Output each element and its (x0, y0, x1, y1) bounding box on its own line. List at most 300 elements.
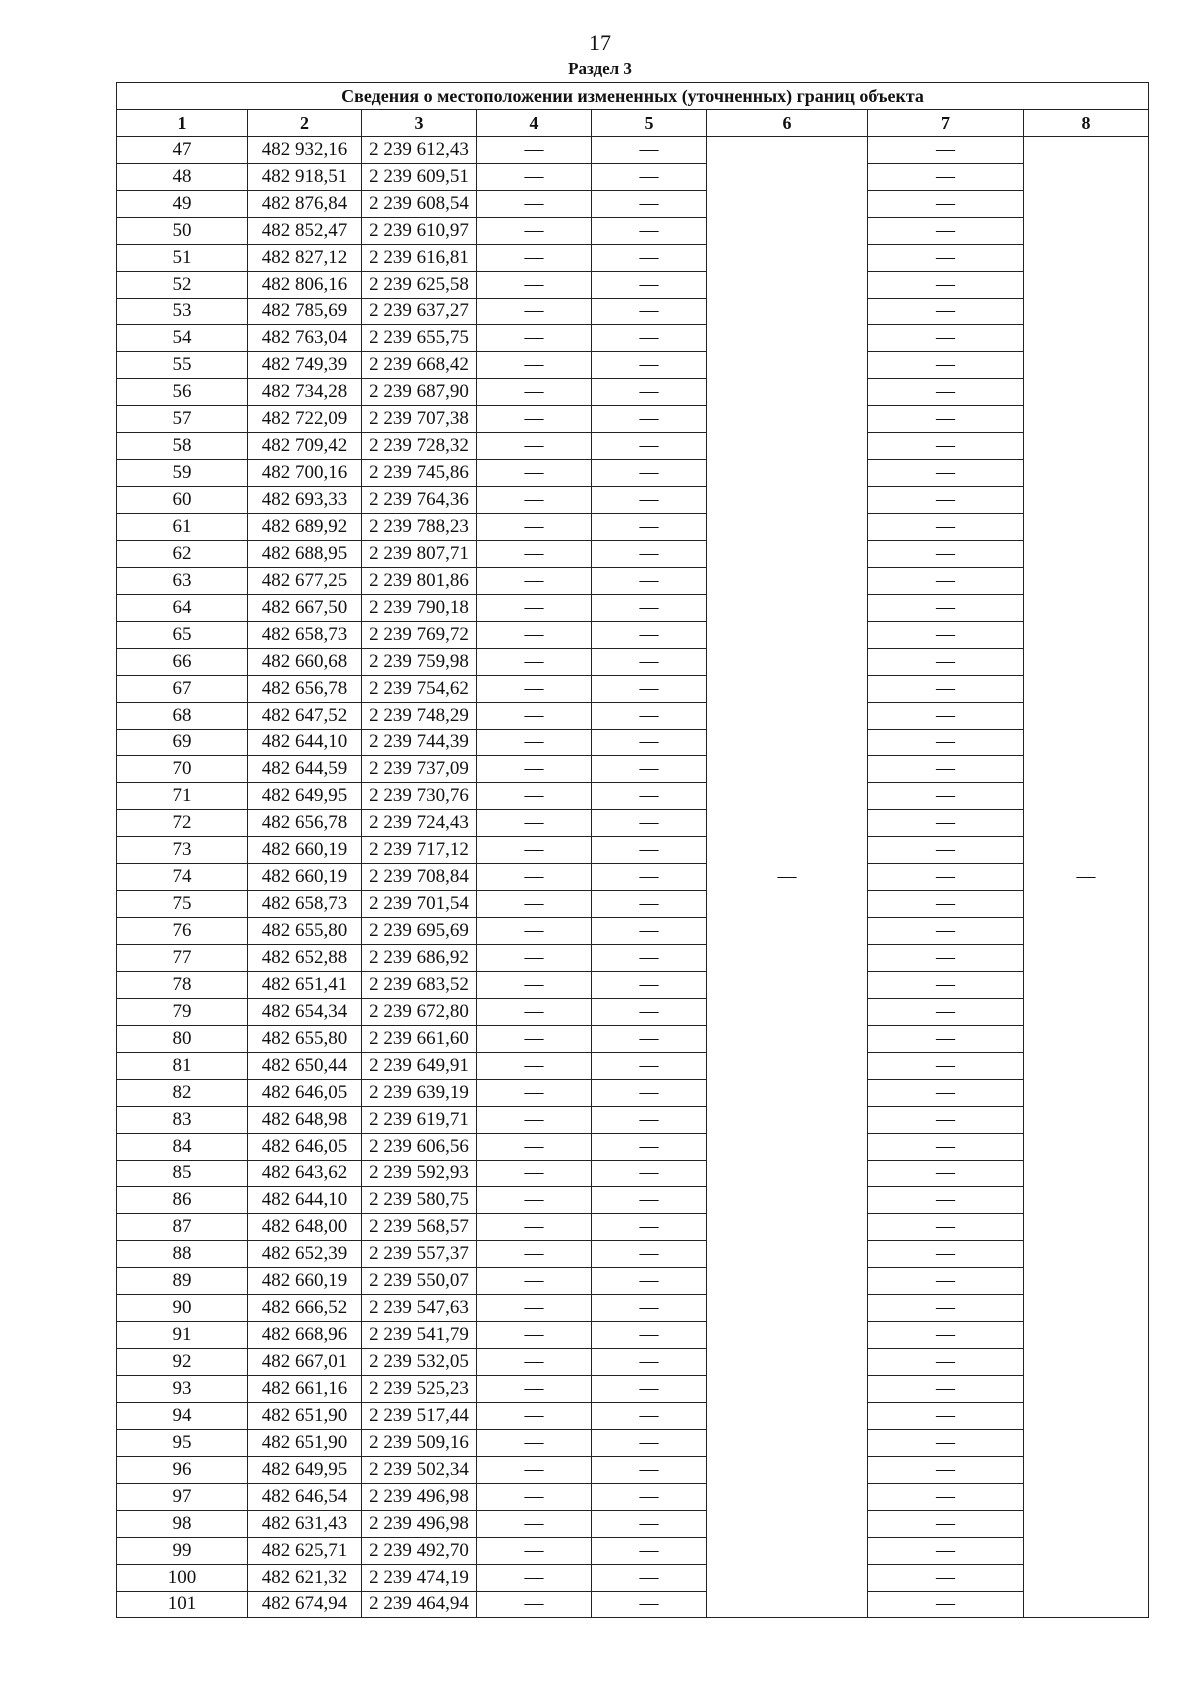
column-4-cell: — (477, 1025, 592, 1052)
y-coordinate-cell: 2 239 764,36 (362, 487, 477, 514)
column-5-cell: — (592, 244, 707, 271)
column-7-cell: — (868, 217, 1024, 244)
column-5-cell: — (592, 379, 707, 406)
column-4-cell: — (477, 702, 592, 729)
x-coordinate-cell: 482 693,33 (248, 487, 362, 514)
column-8-value: — (1076, 866, 1096, 888)
column-5-cell: — (592, 702, 707, 729)
column-5-cell: — (592, 1052, 707, 1079)
column-header: 4 (477, 109, 592, 136)
x-coordinate-cell: 482 649,95 (248, 783, 362, 810)
x-coordinate-cell: 482 651,41 (248, 971, 362, 998)
column-7-cell: — (868, 810, 1024, 837)
x-coordinate-cell: 482 932,16 (248, 136, 362, 163)
column-4-cell: — (477, 1456, 592, 1483)
point-number-cell: 79 (117, 998, 248, 1025)
column-4-cell: — (477, 567, 592, 594)
y-coordinate-cell: 2 239 474,19 (362, 1564, 477, 1591)
y-coordinate-cell: 2 239 492,70 (362, 1537, 477, 1564)
y-coordinate-cell: 2 239 744,39 (362, 729, 477, 756)
table-row (117, 998, 1149, 1025)
y-coordinate-cell: 2 239 502,34 (362, 1456, 477, 1483)
column-5-cell: — (592, 433, 707, 460)
column-5-cell: — (592, 945, 707, 972)
x-coordinate-cell: 482 709,42 (248, 433, 362, 460)
column-4-cell: — (477, 1295, 592, 1322)
column-5-cell: — (592, 756, 707, 783)
point-number-cell: 71 (117, 783, 248, 810)
column-4-cell: — (477, 675, 592, 702)
table-body (117, 136, 1149, 1618)
table-row (117, 837, 1149, 864)
point-number-cell: 86 (117, 1187, 248, 1214)
y-coordinate-cell: 2 239 683,52 (362, 971, 477, 998)
table-row (117, 594, 1149, 621)
column-5-cell: — (592, 567, 707, 594)
column-7-cell: — (868, 379, 1024, 406)
column-5-cell: — (592, 1187, 707, 1214)
y-coordinate-cell: 2 239 606,56 (362, 1133, 477, 1160)
point-number-cell: 93 (117, 1376, 248, 1403)
y-coordinate-cell: 2 239 728,32 (362, 433, 477, 460)
column-6-value: — (777, 866, 797, 888)
x-coordinate-cell: 482 700,16 (248, 460, 362, 487)
point-number-cell: 75 (117, 891, 248, 918)
point-number-cell: 73 (117, 837, 248, 864)
y-coordinate-cell: 2 239 801,86 (362, 567, 477, 594)
x-coordinate-cell: 482 827,12 (248, 244, 362, 271)
table-row (117, 244, 1149, 271)
column-5-cell: — (592, 540, 707, 567)
y-coordinate-cell: 2 239 639,19 (362, 1079, 477, 1106)
point-number-cell: 97 (117, 1483, 248, 1510)
column-header-row (117, 109, 1149, 136)
point-number-cell: 47 (117, 136, 248, 163)
column-4-cell: — (477, 783, 592, 810)
x-coordinate-cell: 482 643,62 (248, 1160, 362, 1187)
column-4-cell: — (477, 1241, 592, 1268)
column-7-cell: — (868, 406, 1024, 433)
column-7-cell: — (868, 540, 1024, 567)
column-5-cell: — (592, 1025, 707, 1052)
column-5-cell: — (592, 1214, 707, 1241)
section-title: Раздел 3 (568, 59, 632, 78)
point-number-cell: 96 (117, 1456, 248, 1483)
point-number-cell: 49 (117, 190, 248, 217)
x-coordinate-cell: 482 749,39 (248, 352, 362, 379)
column-7-cell: — (868, 1295, 1024, 1322)
y-coordinate-cell: 2 239 557,37 (362, 1241, 477, 1268)
column-7-cell: — (868, 1052, 1024, 1079)
column-7-cell: — (868, 460, 1024, 487)
column-7-cell: — (868, 1429, 1024, 1456)
y-coordinate-cell: 2 239 687,90 (362, 379, 477, 406)
column-4-cell: — (477, 1564, 592, 1591)
column-7-cell: — (868, 1591, 1024, 1618)
y-coordinate-cell: 2 239 701,54 (362, 891, 477, 918)
column-4-cell: — (477, 810, 592, 837)
column-5-cell: — (592, 1160, 707, 1187)
column-7-cell: — (868, 729, 1024, 756)
point-number-cell: 76 (117, 918, 248, 945)
point-number-cell: 50 (117, 217, 248, 244)
y-coordinate-cell: 2 239 807,71 (362, 540, 477, 567)
column-5-cell: — (592, 810, 707, 837)
column-4-cell: — (477, 1214, 592, 1241)
table-row (117, 1456, 1149, 1483)
table-row (117, 756, 1149, 783)
table-row (117, 945, 1149, 972)
column-4-cell: — (477, 621, 592, 648)
column-7-cell: — (868, 1402, 1024, 1429)
point-number-cell: 54 (117, 325, 248, 352)
x-coordinate-cell: 482 644,59 (248, 756, 362, 783)
column-5-cell: — (592, 1591, 707, 1618)
point-number-cell: 74 (117, 864, 248, 891)
column-7-cell: — (868, 1456, 1024, 1483)
column-4-cell: — (477, 487, 592, 514)
y-coordinate-cell: 2 239 517,44 (362, 1402, 477, 1429)
column-5-cell: — (592, 190, 707, 217)
table-row (117, 567, 1149, 594)
x-coordinate-cell: 482 656,78 (248, 675, 362, 702)
column-7-cell: — (868, 675, 1024, 702)
x-coordinate-cell: 482 674,94 (248, 1591, 362, 1618)
column-7-cell: — (868, 918, 1024, 945)
column-7-cell: — (868, 271, 1024, 298)
column-5-cell: — (592, 1564, 707, 1591)
point-number-cell: 87 (117, 1214, 248, 1241)
table-row (117, 1510, 1149, 1537)
column-4-cell: — (477, 837, 592, 864)
column-5-cell: — (592, 487, 707, 514)
y-coordinate-cell: 2 239 637,27 (362, 298, 477, 325)
column-5-cell: — (592, 648, 707, 675)
point-number-cell: 64 (117, 594, 248, 621)
column-4-cell: — (477, 648, 592, 675)
x-coordinate-cell: 482 876,84 (248, 190, 362, 217)
table-row (117, 1025, 1149, 1052)
table-row (117, 1564, 1149, 1591)
y-coordinate-cell: 2 239 788,23 (362, 514, 477, 541)
column-7-cell: — (868, 163, 1024, 190)
column-7-cell: — (868, 648, 1024, 675)
y-coordinate-cell: 2 239 592,93 (362, 1160, 477, 1187)
y-coordinate-cell: 2 239 661,60 (362, 1025, 477, 1052)
column-7-cell: — (868, 1322, 1024, 1349)
point-number-cell: 100 (117, 1564, 248, 1591)
column-7-cell: — (868, 1349, 1024, 1376)
column-4-cell: — (477, 1349, 592, 1376)
table-caption: Сведения о местоположении измененных (уточненных) границ объекта (117, 83, 1149, 110)
column-4-cell: — (477, 1106, 592, 1133)
column-5-cell: — (592, 1429, 707, 1456)
x-coordinate-cell: 482 666,52 (248, 1295, 362, 1322)
column-7-cell: — (868, 514, 1024, 541)
x-coordinate-cell: 482 649,95 (248, 1456, 362, 1483)
y-coordinate-cell: 2 239 730,76 (362, 783, 477, 810)
y-coordinate-cell: 2 239 695,69 (362, 918, 477, 945)
table-caption-row (117, 83, 1149, 110)
point-number-cell: 83 (117, 1106, 248, 1133)
y-coordinate-cell: 2 239 724,43 (362, 810, 477, 837)
table-row (117, 1402, 1149, 1429)
y-coordinate-cell: 2 239 745,86 (362, 460, 477, 487)
table-row (117, 1079, 1149, 1106)
point-number-cell: 88 (117, 1241, 248, 1268)
column-4-cell: — (477, 163, 592, 190)
column-4-cell: — (477, 136, 592, 163)
x-coordinate-cell: 482 763,04 (248, 325, 362, 352)
column-header: 8 (1024, 109, 1149, 136)
y-coordinate-cell: 2 239 754,62 (362, 675, 477, 702)
column-6-merged-cell (707, 136, 868, 1618)
point-number-cell: 58 (117, 433, 248, 460)
column-7-cell: — (868, 1133, 1024, 1160)
y-coordinate-cell: 2 239 668,42 (362, 352, 477, 379)
column-5-cell: — (592, 1268, 707, 1295)
x-coordinate-cell: 482 689,92 (248, 514, 362, 541)
column-7-cell: — (868, 244, 1024, 271)
table-row (117, 352, 1149, 379)
y-coordinate-cell: 2 239 547,63 (362, 1295, 477, 1322)
column-5-cell: — (592, 352, 707, 379)
x-coordinate-cell: 482 651,90 (248, 1429, 362, 1456)
column-4-cell: — (477, 325, 592, 352)
column-7-cell: — (868, 756, 1024, 783)
y-coordinate-cell: 2 239 649,91 (362, 1052, 477, 1079)
column-4-cell: — (477, 514, 592, 541)
column-5-cell: — (592, 1079, 707, 1106)
y-coordinate-cell: 2 239 608,54 (362, 190, 477, 217)
point-number-cell: 98 (117, 1510, 248, 1537)
point-number-cell: 68 (117, 702, 248, 729)
column-7-cell: — (868, 594, 1024, 621)
column-4-cell: — (477, 1079, 592, 1106)
table-row (117, 1429, 1149, 1456)
point-number-cell: 72 (117, 810, 248, 837)
table-row (117, 648, 1149, 675)
y-coordinate-cell: 2 239 625,58 (362, 271, 477, 298)
table-row (117, 136, 1149, 163)
point-number-cell: 101 (117, 1591, 248, 1618)
table-row (117, 163, 1149, 190)
column-header: 3 (362, 109, 477, 136)
point-number-cell: 94 (117, 1402, 248, 1429)
column-5-cell: — (592, 1322, 707, 1349)
column-4-cell: — (477, 433, 592, 460)
column-5-cell: — (592, 783, 707, 810)
column-8-merged-cell (1024, 136, 1149, 1618)
y-coordinate-cell: 2 239 737,09 (362, 756, 477, 783)
column-5-cell: — (592, 1295, 707, 1322)
column-5-cell: — (592, 1402, 707, 1429)
column-7-cell: — (868, 1025, 1024, 1052)
y-coordinate-cell: 2 239 759,98 (362, 648, 477, 675)
column-7-cell: — (868, 1564, 1024, 1591)
point-number-cell: 55 (117, 352, 248, 379)
table-row (117, 1187, 1149, 1214)
y-coordinate-cell: 2 239 708,84 (362, 864, 477, 891)
y-coordinate-cell: 2 239 748,29 (362, 702, 477, 729)
column-7-cell: — (868, 487, 1024, 514)
y-coordinate-cell: 2 239 580,75 (362, 1187, 477, 1214)
y-coordinate-cell: 2 239 707,38 (362, 406, 477, 433)
column-5-cell: — (592, 1133, 707, 1160)
y-coordinate-cell: 2 239 541,79 (362, 1322, 477, 1349)
point-number-cell: 62 (117, 540, 248, 567)
point-number-cell: 92 (117, 1349, 248, 1376)
column-7-cell: — (868, 1510, 1024, 1537)
x-coordinate-cell: 482 652,88 (248, 945, 362, 972)
table-row (117, 864, 1149, 891)
x-coordinate-cell: 482 661,16 (248, 1376, 362, 1403)
y-coordinate-cell: 2 239 717,12 (362, 837, 477, 864)
column-4-cell: — (477, 460, 592, 487)
column-header: 7 (868, 109, 1024, 136)
table-row (117, 621, 1149, 648)
table-row (117, 971, 1149, 998)
x-coordinate-cell: 482 785,69 (248, 298, 362, 325)
table-row (117, 675, 1149, 702)
boundary-coordinates-table (116, 82, 1149, 1618)
column-7-cell: — (868, 1079, 1024, 1106)
x-coordinate-cell: 482 806,16 (248, 271, 362, 298)
column-4-cell: — (477, 1133, 592, 1160)
point-number-cell: 99 (117, 1537, 248, 1564)
column-4-cell: — (477, 1591, 592, 1618)
table-row (117, 1295, 1149, 1322)
table-row (117, 217, 1149, 244)
table-row (117, 460, 1149, 487)
column-5-cell: — (592, 1106, 707, 1133)
column-4-cell: — (477, 998, 592, 1025)
y-coordinate-cell: 2 239 619,71 (362, 1106, 477, 1133)
y-coordinate-cell: 2 239 532,05 (362, 1349, 477, 1376)
table-row (117, 1376, 1149, 1403)
column-4-cell: — (477, 271, 592, 298)
column-4-cell: — (477, 1052, 592, 1079)
column-4-cell: — (477, 729, 592, 756)
x-coordinate-cell: 482 722,09 (248, 406, 362, 433)
point-number-cell: 48 (117, 163, 248, 190)
table-row (117, 487, 1149, 514)
column-5-cell: — (592, 271, 707, 298)
y-coordinate-cell: 2 239 612,43 (362, 136, 477, 163)
column-header: 5 (592, 109, 707, 136)
point-number-cell: 90 (117, 1295, 248, 1322)
x-coordinate-cell: 482 652,39 (248, 1241, 362, 1268)
point-number-cell: 66 (117, 648, 248, 675)
column-7-cell: — (868, 945, 1024, 972)
column-4-cell: — (477, 1160, 592, 1187)
x-coordinate-cell: 482 646,05 (248, 1079, 362, 1106)
x-coordinate-cell: 482 918,51 (248, 163, 362, 190)
column-5-cell: — (592, 918, 707, 945)
x-coordinate-cell: 482 655,80 (248, 1025, 362, 1052)
column-7-cell: — (868, 190, 1024, 217)
column-7-cell: — (868, 1106, 1024, 1133)
table-row (117, 514, 1149, 541)
column-4-cell: — (477, 1268, 592, 1295)
point-number-cell: 52 (117, 271, 248, 298)
table-row (117, 1106, 1149, 1133)
point-number-cell: 81 (117, 1052, 248, 1079)
table-row (117, 325, 1149, 352)
x-coordinate-cell: 482 648,98 (248, 1106, 362, 1133)
x-coordinate-cell: 482 647,52 (248, 702, 362, 729)
y-coordinate-cell: 2 239 616,81 (362, 244, 477, 271)
column-5-cell: — (592, 998, 707, 1025)
table-row (117, 1133, 1149, 1160)
table-row (117, 406, 1149, 433)
column-7-cell: — (868, 352, 1024, 379)
table-row (117, 810, 1149, 837)
column-4-cell: — (477, 1187, 592, 1214)
table-row (117, 1591, 1149, 1618)
column-7-cell: — (868, 136, 1024, 163)
column-4-cell: — (477, 594, 592, 621)
point-number-cell: 95 (117, 1429, 248, 1456)
x-coordinate-cell: 482 660,68 (248, 648, 362, 675)
point-number-cell: 61 (117, 514, 248, 541)
column-4-cell: — (477, 540, 592, 567)
x-coordinate-cell: 482 660,19 (248, 1268, 362, 1295)
column-5-cell: — (592, 971, 707, 998)
column-7-cell: — (868, 1214, 1024, 1241)
point-number-cell: 69 (117, 729, 248, 756)
column-4-cell: — (477, 1537, 592, 1564)
column-7-cell: — (868, 1376, 1024, 1403)
point-number-cell: 67 (117, 675, 248, 702)
column-7-cell: — (868, 1241, 1024, 1268)
column-header: 2 (248, 109, 362, 136)
column-4-cell: — (477, 1376, 592, 1403)
x-coordinate-cell: 482 667,50 (248, 594, 362, 621)
point-number-cell: 77 (117, 945, 248, 972)
y-coordinate-cell: 2 239 672,80 (362, 998, 477, 1025)
page-number: 17 (589, 30, 611, 55)
table-row (117, 1214, 1149, 1241)
column-4-cell: — (477, 190, 592, 217)
column-5-cell: — (592, 891, 707, 918)
column-7-cell: — (868, 567, 1024, 594)
column-header: 1 (117, 109, 248, 136)
y-coordinate-cell: 2 239 550,07 (362, 1268, 477, 1295)
y-coordinate-cell: 2 239 769,72 (362, 621, 477, 648)
point-number-cell: 56 (117, 379, 248, 406)
column-5-cell: — (592, 594, 707, 621)
x-coordinate-cell: 482 658,73 (248, 621, 362, 648)
point-number-cell: 85 (117, 1160, 248, 1187)
point-number-cell: 65 (117, 621, 248, 648)
y-coordinate-cell: 2 239 610,97 (362, 217, 477, 244)
point-number-cell: 53 (117, 298, 248, 325)
column-5-cell: — (592, 406, 707, 433)
x-coordinate-cell: 482 667,01 (248, 1349, 362, 1376)
x-coordinate-cell: 482 644,10 (248, 1187, 362, 1214)
column-4-cell: — (477, 352, 592, 379)
column-5-cell: — (592, 163, 707, 190)
column-4-cell: — (477, 379, 592, 406)
point-number-cell: 60 (117, 487, 248, 514)
column-4-cell: — (477, 891, 592, 918)
table-row (117, 1241, 1149, 1268)
y-coordinate-cell: 2 239 509,16 (362, 1429, 477, 1456)
column-header: 6 (707, 109, 868, 136)
y-coordinate-cell: 2 239 496,98 (362, 1510, 477, 1537)
column-5-cell: — (592, 1241, 707, 1268)
